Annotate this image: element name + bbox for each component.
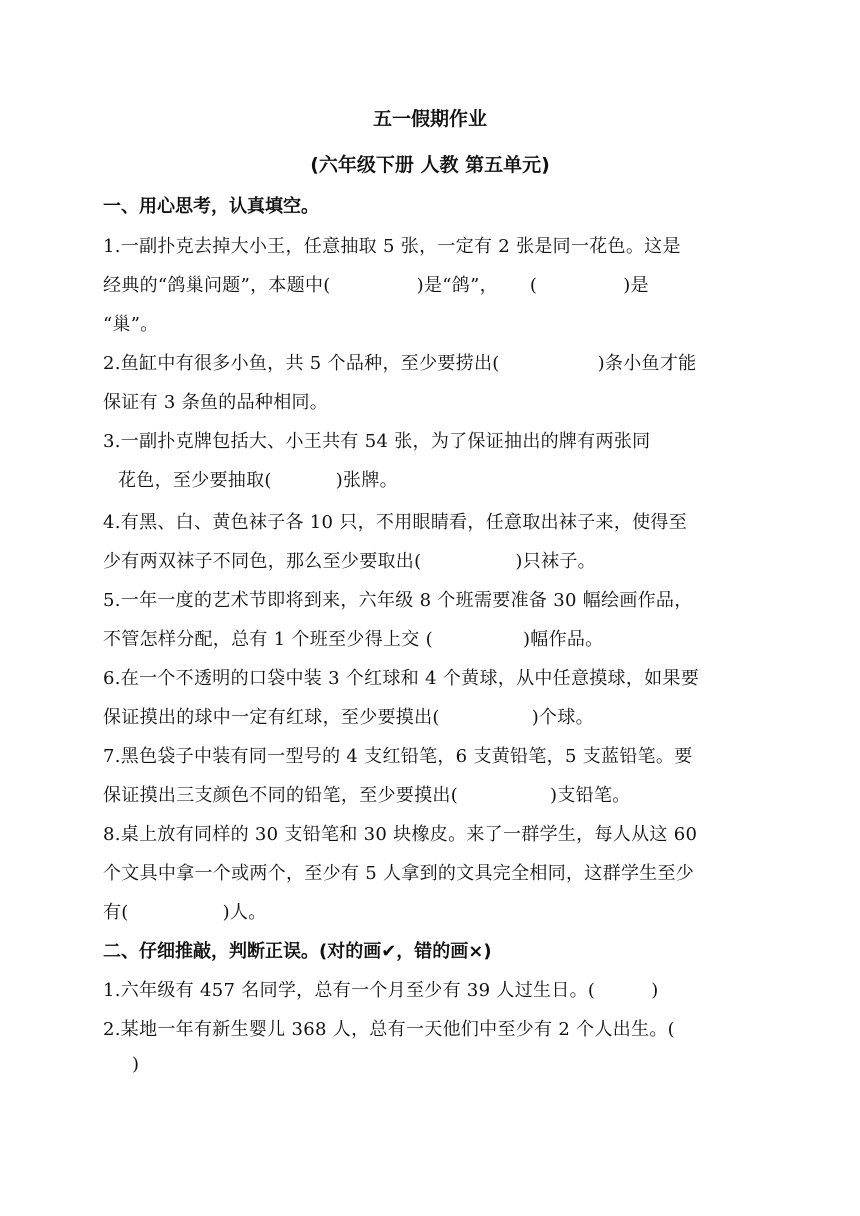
- question-5-line-1: [103, 586, 693, 612]
- question-1-line-2: [103, 271, 649, 297]
- question-8-line-1: [103, 820, 697, 846]
- question-text: 保证有 3 条鱼的品种相同。: [103, 392, 329, 413]
- question-text: )人。: [222, 902, 267, 923]
- judge-question-2-line-1: [103, 1015, 675, 1041]
- question-text: )是: [623, 275, 649, 296]
- section-heading-fill-blank: 一、用心思考，认真填空。: [103, 196, 319, 217]
- question-text: 个文具中拿一个或两个，至少有 5 人拿到的文具完全相同，这群学生至少: [103, 863, 695, 884]
- question-8-line-3: [103, 898, 267, 924]
- question-2-line-1: [103, 349, 696, 375]
- question-text: )张牌。: [335, 470, 398, 491]
- question-5-line-2: [103, 625, 603, 651]
- question-text: ): [651, 980, 659, 1001]
- question-3-line-1: [103, 427, 650, 453]
- question-4-line-2: [103, 547, 596, 573]
- question-text: “巢”。: [103, 314, 159, 335]
- judge-question-1: [103, 976, 659, 1002]
- question-text: 保证摸出三支颜色不同的铅笔，至少要摸出(: [103, 785, 459, 806]
- question-1-line-1: [103, 232, 681, 258]
- question-text: 经典的“鸽巢问题”，本题中(: [103, 275, 331, 296]
- question-1-line-3: [103, 310, 159, 336]
- question-text: ): [132, 1054, 140, 1075]
- question-text: 少有两双袜子不同色，那么至少要取出(: [103, 551, 422, 572]
- question-text: (: [529, 275, 538, 296]
- page-title: 五一假期作业: [372, 108, 487, 130]
- question-text: 5.一年一度的艺术节即将到来，六年级 8 个班需要准备 30 幅绘画作品，: [103, 590, 693, 611]
- question-6-line-2: [103, 703, 594, 729]
- question-8-line-2: [103, 859, 694, 885]
- question-text: 3.一副扑克牌包括大、小王共有 54 张，为了保证抽出的牌有两张同: [103, 431, 651, 452]
- question-2-line-2: [103, 388, 328, 414]
- question-6-line-1: [103, 664, 699, 690]
- judge-question-2-line-2[interactable]: [132, 1054, 139, 1075]
- question-text: 7.黑色袋子中装有同一型号的 4 支红铅笔，6 支黄铅笔，5 支蓝铅笔。要: [103, 746, 693, 767]
- question-4-line-1: [103, 508, 687, 534]
- question-text: )是“鸽”，: [416, 275, 498, 296]
- question-text: 1.一副扑克去掉大小王，任意抽取 5 张，一定有 2 张是同一花色。这是: [103, 236, 681, 257]
- question-text: 不管怎样分配，总有 1 个班至少得上交 (: [103, 629, 433, 650]
- question-text: 花色，至少要抽取(: [118, 470, 272, 491]
- question-text: )支铅笔。: [550, 785, 631, 806]
- question-text: )个球。: [531, 707, 594, 728]
- question-text: 6.在一个不透明的口袋中装 3 个红球和 4 个黄球，从中任意摸球，如果要: [103, 668, 700, 689]
- question-text: )只袜子。: [515, 551, 596, 572]
- question-text: 2.某地一年有新生婴儿 368 人，总有一天他们中至少有 2 个人出生。(: [103, 1019, 675, 1040]
- question-text: 8.桌上放有同样的 30 支铅笔和 30 块橡皮。来了一群学生，每人从这 60: [103, 824, 698, 845]
- question-text: 保证摸出的球中一定有红球，至少要摸出(: [103, 707, 440, 728]
- question-3-line-2: [118, 466, 398, 492]
- question-text: 1.六年级有 457 名同学，总有一个月至少有 39 人过生日。(: [103, 980, 596, 1001]
- question-text: 2.鱼缸中有很多小鱼，共 5 个品种，至少要捞出(: [103, 353, 500, 374]
- page-subtitle: (六年级下册 人教 第五单元): [310, 154, 550, 176]
- section-heading-true-false: 二、仔细推敲，判断正误。(对的画✔，错的画×): [103, 941, 492, 962]
- question-text: )条小鱼才能: [597, 353, 697, 374]
- question-7-line-2: [103, 781, 631, 807]
- question-text: 4.有黑、白、黄色袜子各 10 只，不用眼睛看，任意取出袜子来，使得至: [103, 512, 688, 533]
- question-text: )幅作品。: [522, 629, 604, 650]
- question-text: 有(: [103, 902, 129, 923]
- question-7-line-1: [103, 742, 693, 768]
